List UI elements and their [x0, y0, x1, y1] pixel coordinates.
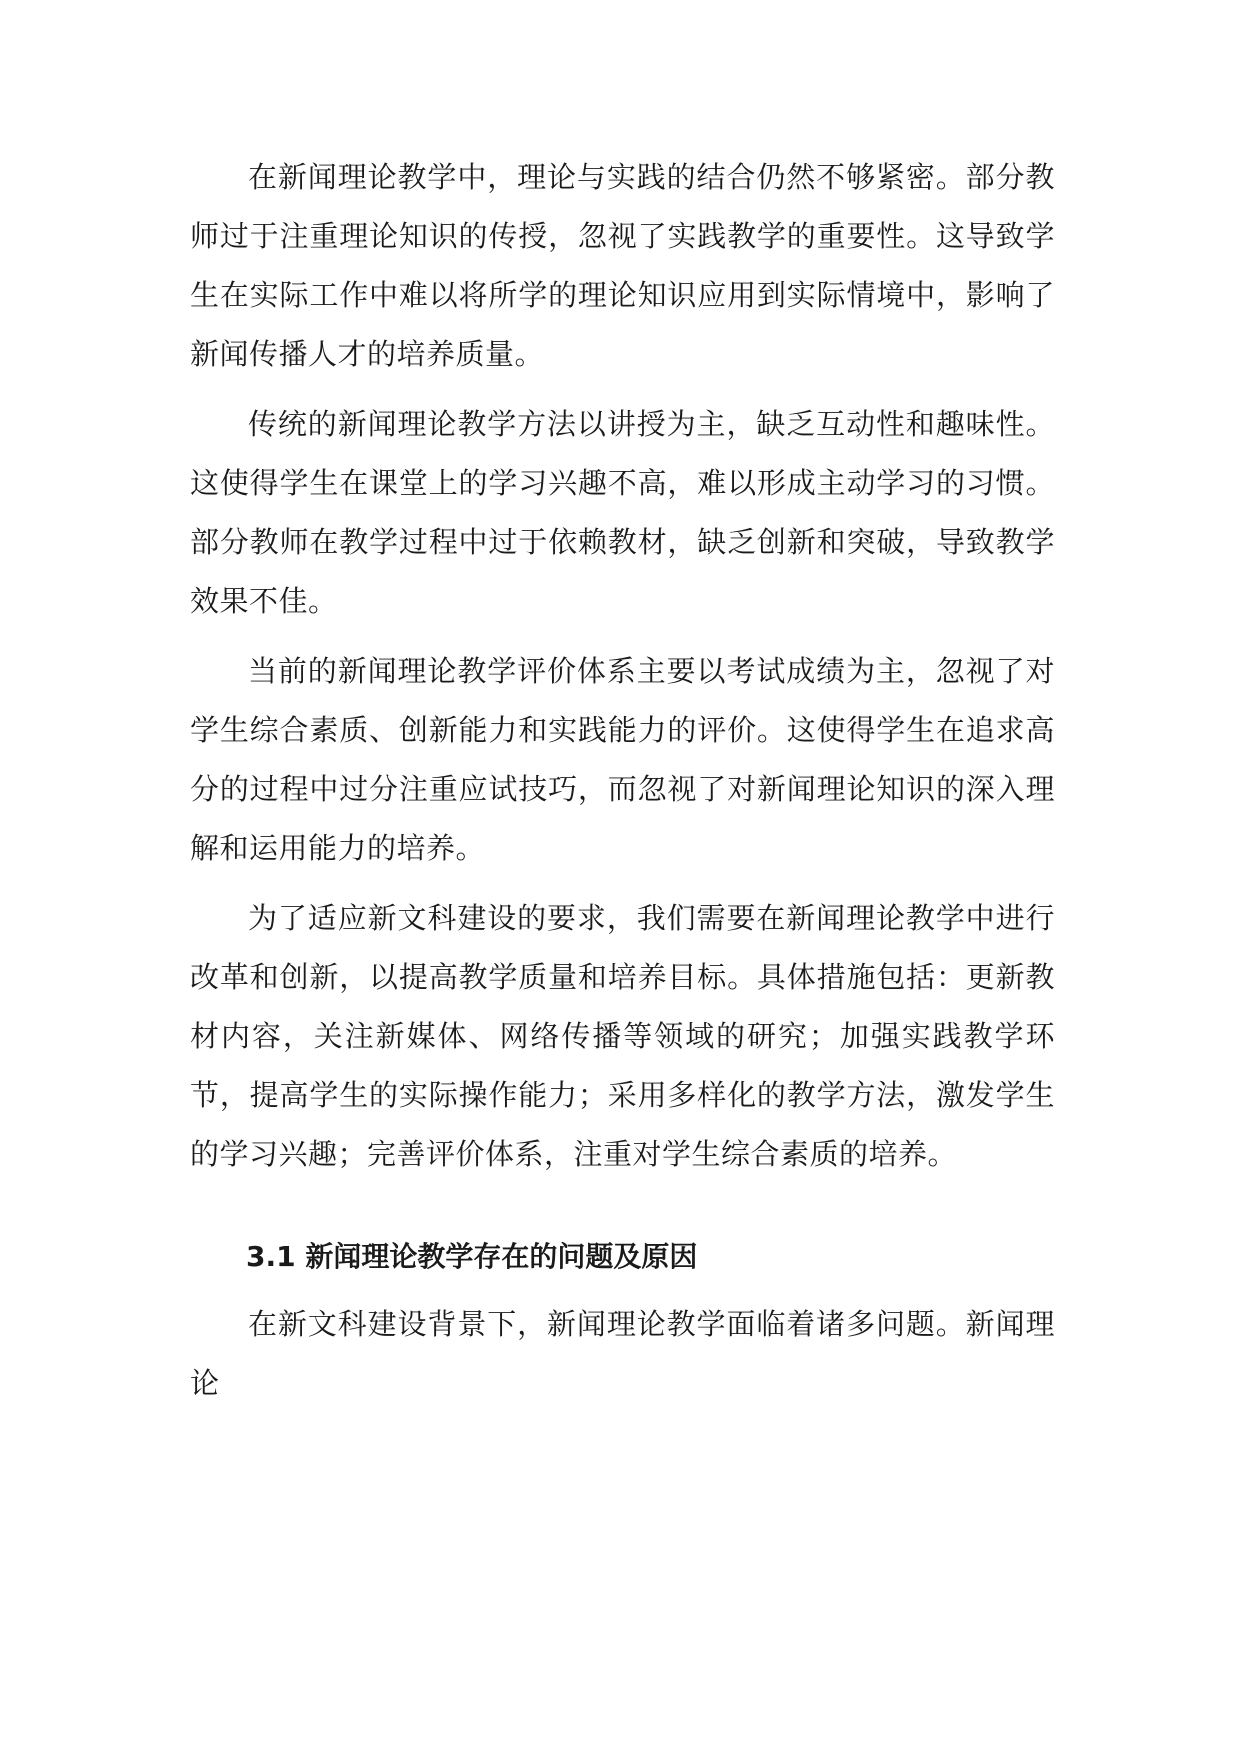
paragraph-theory-practice: 在新闻理论教学中，理论与实践的结合仍然不够紧密。部分教师过于注重理论知识的传授，忽视了实践教学的重要性。这导致学生在实际工作中难以将所学的理论知识应用到实际情境中，影响了新闻传播人才的培养质量。 — [190, 160, 1055, 371]
paragraph-reform-measures: 为了适应新文科建设的要求，我们需要在新闻理论教学中进行改革和创新，以提高教学质量和培养目标。具体措施包括：更新教材内容，关注新媒体、网络传播等领域的研究；加强实践教学环节，提高学生的实际操作能力；采用多样化的教学方法，激发学生的学习兴趣；完善评价体系，注重对学生综合素质的培养。 — [190, 901, 1055, 1171]
paragraph-evaluation-system: 当前的新闻理论教学评价体系主要以考试成绩为主，忽视了对学生综合素质、创新能力和实践能力的评价。这使得学生在追求高分的过程中过分注重应试技巧，而忽视了对新闻理论知识的深入理解和运用能力的培养。 — [190, 654, 1055, 865]
document-body — [190, 148, 1055, 1413]
paragraph-section-intro: 在新文科建设背景下，新闻理论教学面临着诸多问题。新闻理论 — [190, 1307, 1055, 1400]
section-heading: 3.1 新闻理论教学存在的问题及原因 — [246, 1240, 698, 1273]
paragraph-teaching-methods: 传统的新闻理论教学方法以讲授为主，缺乏互动性和趣味性。这使得学生在课堂上的学习兴趣不高，难以形成主动学习的习惯。部分教师在教学过程中过于依赖教材，缺乏创新和突破，导致教学效果不佳。 — [190, 407, 1055, 618]
